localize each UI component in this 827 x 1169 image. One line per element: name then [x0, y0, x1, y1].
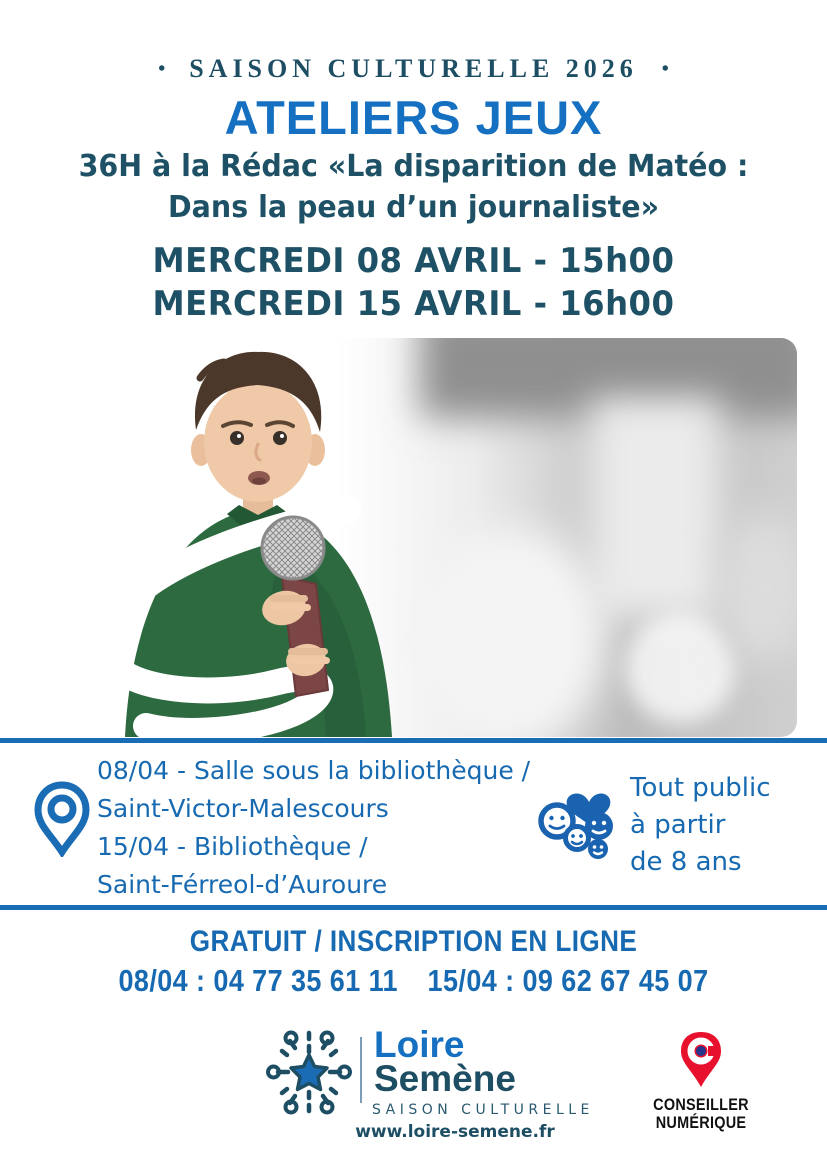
audience-line: Tout public [630, 773, 771, 803]
family-heart-icon [536, 776, 624, 864]
brand-subtitle: SAISON CULTURELLE [372, 1102, 594, 1118]
location-pin-icon [33, 781, 91, 857]
divider-top [0, 738, 827, 743]
date-line-1: MERCREDI 08 AVRIL - 15h00 [152, 241, 675, 281]
divider-bottom [0, 905, 827, 910]
subtitle-line-2: Dans la peau d’un journaliste» [168, 190, 659, 225]
partner-text [646, 1096, 757, 1132]
bullet-right: • [661, 57, 669, 80]
subtitle-line-1: 36H à la Rédac «La disparition de Matéo : [78, 149, 749, 184]
eyebrow-text: SAISON CULTURELLE 2026 [189, 54, 638, 83]
partner-line-2: NUMÉRIQUE [655, 1113, 747, 1132]
free-registration-line: GRATUIT / INSCRIPTION EN LIGNE [189, 925, 638, 958]
location-block [97, 752, 567, 904]
brand-divider [360, 1037, 362, 1103]
audience-line: de 8 ans [630, 847, 742, 877]
location-line: Saint-Férreol-d’Auroure [97, 870, 388, 899]
phone-left: 08/04 : 04 77 35 61 11 [118, 963, 398, 998]
audience-block [630, 770, 820, 881]
partner-line-1: CONSEILLER [653, 1095, 749, 1114]
starburst-star-icon [266, 1027, 352, 1117]
brand-name-line-1: Loire [374, 1024, 465, 1065]
website-url: www.loire-semene.fr [355, 1122, 555, 1142]
location-line: 15/04 - Bibliothèque / [97, 832, 368, 861]
location-line: Saint-Victor-Malescours [97, 794, 389, 823]
location-line: 08/04 - Salle sous la bibliothèque / [97, 756, 531, 785]
conseiller-numerique-logo [636, 1030, 766, 1132]
event-photo [30, 338, 797, 737]
phone-right: 15/04 : 09 62 67 45 07 [427, 963, 709, 998]
brand-name-line-2: Semène [374, 1058, 516, 1099]
phone-numbers-line [54, 963, 773, 999]
boy-with-microphone-illustration [30, 338, 797, 737]
audience-line: à partir [630, 810, 726, 840]
bullet-left: • [158, 57, 166, 80]
date-line-2: MERCREDI 15 AVRIL - 16h00 [152, 284, 675, 324]
eyebrow-saison [0, 54, 827, 84]
conseiller-numerique-pin-icon [678, 1030, 724, 1090]
page-title: ATELIERS JEUX [224, 91, 603, 144]
